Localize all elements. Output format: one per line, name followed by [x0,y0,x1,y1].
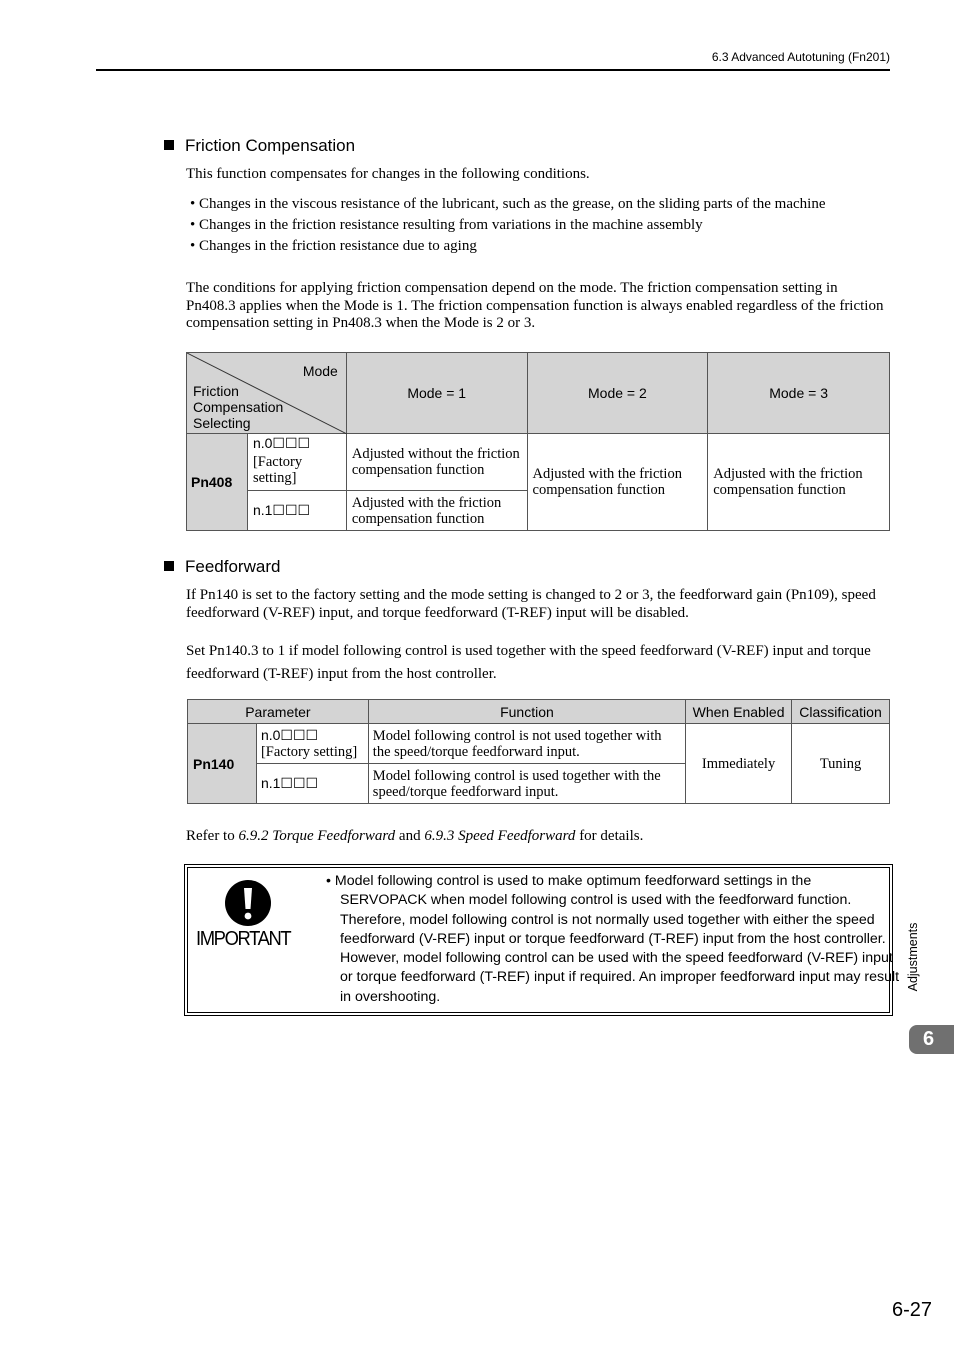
setting-cell: n.1☐☐☐ [247,491,346,531]
header-mode-2: Mode = 2 [527,353,708,434]
friction-bullet: • Changes in the friction resistance due to aging [190,238,477,254]
header-classification: Classification [792,700,890,724]
mode1-with-cell: Adjusted with the friction compensation function [346,491,527,531]
header-function: Function [368,700,685,724]
mode3-cell: Adjusted with the friction compensation function [708,434,890,531]
classification-cell: Tuning [792,724,890,804]
header-rule [96,69,890,71]
refer-sentence: Refer to 6.9.2 Torque Feedforward and 6.9.3 Speed Feedforward for details. [186,828,644,844]
chapter-number: 6 [923,1028,935,1050]
header-mode-1: Mode = 1 [346,353,527,434]
friction-bullet: • Changes in the friction resistance resulting from variations in the machine assembly [190,217,703,233]
section-heading-friction: Friction Compensation [164,136,355,156]
feedforward-paragraph-1: If Pn140 is set to the factory setting and the mode setting is changed to 2 or 3, the feedforward gain (Pn109), speed feedforward (V-REF) input, and torque feedforward (T-REF) input will be disabled. [186,587,876,621]
page-number: 6-27 [891,1299,932,1321]
square-bullet-icon [164,561,174,571]
important-box [184,864,900,1016]
chapter-tab[interactable] [909,1025,954,1054]
reference-link[interactable]: 6.9.2 Torque Feedforward [238,828,396,844]
setting-cell: n.0☐☐☐ [Factory setting] [247,434,346,491]
important-text: • Model following control is used to make optimum feedforward settings in the SERVOPACK when model following control is used with the feedforward function. Therefore, model following control is not normally used together with either the speed feedforward (V-REF) input or torque feedforward (T-REF) input from the host controller. However, model following control can be used with the speed feedforward (V-REF) input or torque feedforward (T-REF) input if required. An improper feedforward input may result in overshooting. [326,873,900,1005]
running-header: 6.3 Advanced Autotuning (Fn201) [711,50,890,64]
header-parameter: Parameter [188,700,369,724]
exclamation-icon [224,879,272,927]
header-when-enabled: When Enabled [686,700,792,724]
mode1-without-cell: Adjusted without the friction compensation function [346,434,527,491]
friction-intro: This function compensates for changes in the following conditions. [186,166,590,182]
corner-label-mode: Mode [302,363,338,379]
feedforward-table [187,699,890,804]
function-cell: Model following control is used together with the speed/torque feedforward input. [368,764,685,804]
setting-cell: n.1☐☐☐ [256,764,368,804]
function-cell: Model following control is not used together with the speed/torque feedforward input. [368,724,685,764]
section-heading-feedforward: Feedforward [164,557,280,577]
mode2-cell: Adjusted with the friction compensation function [527,434,708,531]
param-cell-pn408: Pn408 [187,434,248,531]
friction-bullet: • Changes in the viscous resistance of the lubricant, such as the grease, on the sliding parts of the machine [190,196,826,212]
feedforward-paragraph-2: Set Pn140.3 to 1 if model following control is used together with the speed feedforward (V-REF) input and torque feedforward (T-REF) input from the host controller. [186,643,871,682]
important-label: IMPORTANT [196,928,291,950]
param-cell-pn140: Pn140 [188,724,257,804]
setting-cell: n.0☐☐☐ [Factory setting] [256,724,368,764]
corner-label-selecting: Friction Compensation Selecting [193,383,284,431]
reference-link[interactable]: 6.9.3 Speed Feedforward [424,828,576,844]
when-enabled-cell: Immediately [686,724,792,804]
friction-table [186,352,890,531]
table-corner-cell [187,353,347,434]
friction-paragraph: The conditions for applying friction compensation depend on the mode. The friction compensation setting in Pn408.3 applies when the Mode is 1. The friction compensation function is always enabled regardless of the friction compensation setting in Pn408.3 when the Mode is 2 or 3. [186,280,884,331]
header-mode-3: Mode = 3 [708,353,890,434]
side-tab-label: Adjustments [906,922,920,992]
square-bullet-icon [164,140,174,150]
